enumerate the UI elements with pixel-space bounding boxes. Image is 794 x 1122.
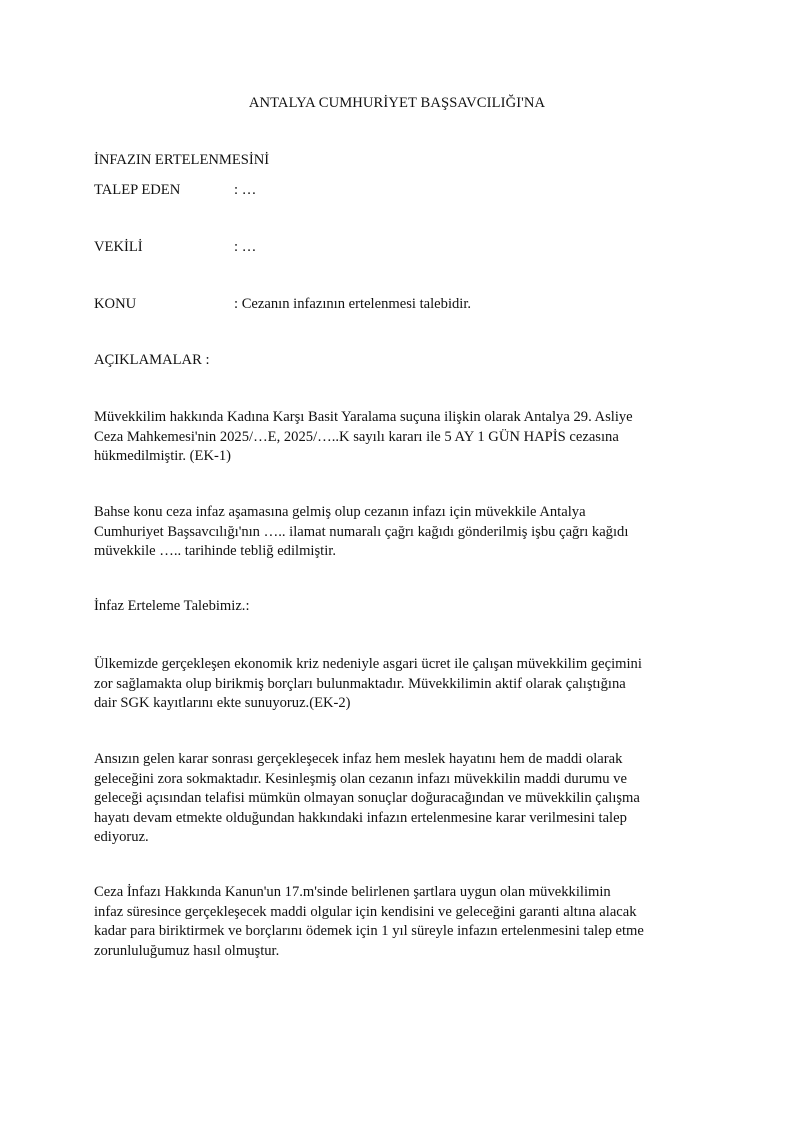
paragraph-career-impact bbox=[94, 750, 714, 848]
paragraph-line: Ceza İnfazı Hakkında Kanun'un 17.m'sinde belirlenen şartlara uygun olan müvekkilimin bbox=[94, 884, 611, 900]
paragraph-line: geleceği açısından telafisi mümkün olmayan sonuçlar doğuracağından ve müvekkilin çalışma bbox=[94, 790, 640, 806]
paragraph-line: Bahse konu ceza infaz aşamasına gelmiş olup cezanın infazı için müvekkile Antalya bbox=[94, 504, 586, 520]
field-value-subject: : Cezanın infazının ertelenmesi talebidir. bbox=[234, 296, 472, 312]
paragraph-verdict bbox=[94, 408, 714, 467]
paragraph-line: zorunluluğumuz hasıl olmuştur. bbox=[94, 942, 280, 959]
paragraph-line: Ülkemizde gerçekleşen ekonomik kriz nedeniyle asgari ücret ile çalışan müvekkilim geçimini bbox=[94, 656, 642, 672]
paragraph-line: Ansızın gelen karar sonrası gerçekleşecek infaz hem meslek hayatını hem de maddi olarak bbox=[94, 751, 623, 767]
paragraph-line: ediyoruz. bbox=[94, 829, 149, 845]
field-value-requester: : … bbox=[234, 182, 257, 198]
explanations-heading: AÇIKLAMALAR : bbox=[94, 352, 210, 368]
paragraph-notification bbox=[94, 503, 714, 562]
field-value-attorney: : … bbox=[234, 239, 257, 255]
paragraph-economic-situation bbox=[94, 655, 714, 714]
paragraph-line: hükmedilmiştir. (EK-1) bbox=[94, 448, 232, 464]
subject-heading: İNFAZIN ERTELENMESİNİ bbox=[94, 152, 270, 168]
paragraph-line: Cumhuriyet Başsavcılığı'nın ….. ilamat numaralı çağrı kağıdı gönderilmiş işbu çağrı kağıdı bbox=[94, 523, 629, 540]
paragraph-line: müvekkile ….. tarihinde tebliğ edilmiştir. bbox=[94, 543, 336, 559]
paragraph-line: kadar para biriktirmek ve borçlarını ödemek için 1 yıl süreyle infazın ertelenmesini talep etme bbox=[94, 923, 644, 939]
field-label-attorney: VEKİLİ bbox=[94, 239, 143, 255]
paragraph-line: zor sağlamakta olup birikmiş borçları bulunmaktadır. Müvekkilimin aktif olarak çalıştığına bbox=[94, 675, 626, 692]
paragraph-line: infaz süresince gerçekleşecek maddi olgular için kendisini ve geleceğini garanti altına alacak bbox=[94, 903, 637, 920]
paragraph-line: hayatı devam etmekte olduğundan hakkındaki infazın ertelenmesine karar verilmesini talep bbox=[94, 809, 627, 826]
paragraph-line: geleceğini zora sokmaktadır. Kesinleşmiş olan cezanın infazı müvekkilin maddi durumu ve bbox=[94, 770, 627, 787]
paragraph-legal-basis bbox=[94, 883, 714, 961]
document-title: ANTALYA CUMHURİYET BAŞSAVCILIĞI'NA bbox=[248, 95, 546, 111]
field-label-requester: TALEP EDEN bbox=[94, 182, 181, 198]
paragraph-line: Müvekkilim hakkında Kadına Karşı Basit Yaralama suçuna ilişkin olarak Antalya 29. Asliye bbox=[94, 409, 633, 425]
request-heading: İnfaz Erteleme Talebimiz.: bbox=[94, 598, 250, 614]
paragraph-line: dair SGK kayıtlarını ekte sunuyoruz.(EK-2) bbox=[94, 695, 351, 711]
paragraph-line: Ceza Mahkemesi'nin 2025/…E, 2025/…..K sayılı kararı ile 5 AY 1 GÜN HAPİS cezasına bbox=[94, 428, 619, 445]
field-label-subject: KONU bbox=[94, 296, 137, 312]
